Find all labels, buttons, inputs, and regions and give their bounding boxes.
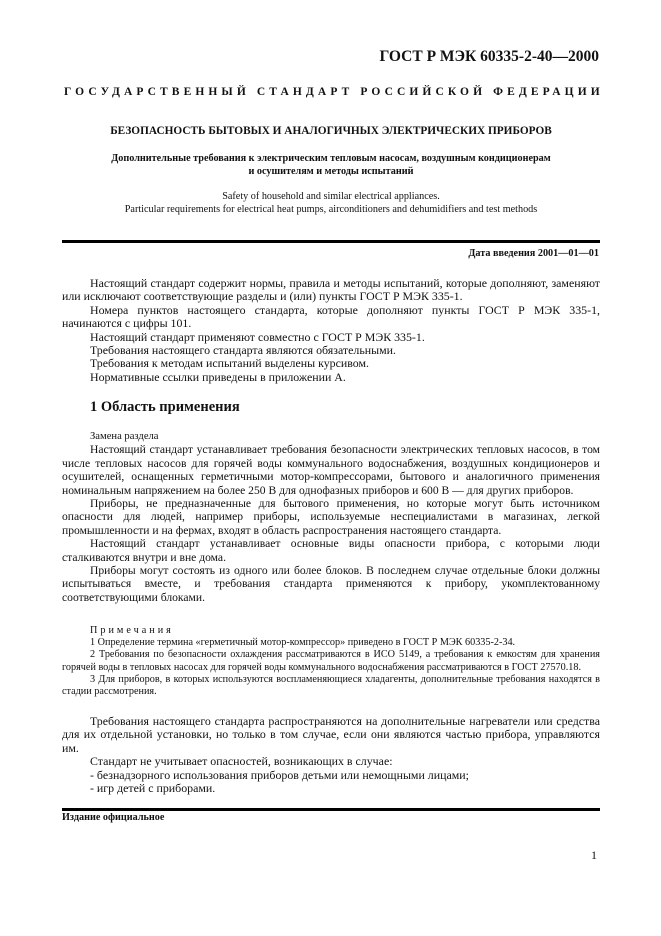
paragraph: Настоящий стандарт устанавливает требования безопасности электрических тепловых насосов, в том числе тепловых насосов для горячей воды коммунального водоснабжения, воздушных кондиционеров и осушителей, оснащенных герметичными мотор-компрессорами, бытового и аналогичного применения номинальным напряжением на более 250 В для однофазных приборов и 600 В — для других приборов. — [62, 443, 600, 497]
paragraph: Нормативные ссылки приведены в приложении А. — [90, 369, 346, 384]
paragraph: Настоящий стандарт содержит нормы, правила и методы испытаний, которые дополняют, заменяют или исключают соответствующие разделы и (или) пункты ГОСТ Р МЭК 335-1. — [62, 276, 600, 304]
paragraph: Номера пунктов настоящего стандарта, которые дополняют пункты ГОСТ Р МЭК 335-1, начинаются с цифры 101. — [62, 302, 600, 331]
english-title-line: Safety of household and similar electrical appliances. — [222, 191, 440, 202]
edition-label: Издание официальное — [62, 812, 165, 823]
note: 1 Определение термина «герметичный мотор-компрессор» приведено в ГОСТ Р МЭК 60335-2-34. — [90, 637, 516, 649]
paragraph: Стандарт не учитывает опасностей, возникающих в случае: — [90, 754, 393, 769]
paragraph: Замена раздела — [90, 431, 159, 442]
paragraph: Требования настоящего стандарта являются обязательными. — [90, 343, 396, 358]
intro-text — [62, 277, 600, 384]
subtitle-line: и осушителям и методы испытаний — [248, 166, 414, 177]
standard-number: ГОСТ Р МЭК 60335-2-40—2000 — [379, 48, 599, 65]
english-title-line: Particular requirements for electrical heat pumps, airconditioners and dehumidifiers and test methods — [124, 203, 538, 215]
paragraph: Требования к методам испытаний выделены курсивом. — [90, 356, 369, 371]
header-divider — [62, 240, 600, 243]
section-heading: 1 Область применения — [90, 399, 240, 415]
note: 3 Для приборов, в которых используются воспламеняющиеся хладагенты, дополнительные требования находятся в стадии рассмотрения. — [62, 673, 600, 698]
document-title: БЕЗОПАСНОСТЬ БЫТОВЫХ И АНАЛОГИЧНЫХ ЭЛЕКТРИЧЕСКИХ ПРИБОРОВ — [110, 125, 552, 137]
subtitle-line: Дополнительные требования к электрическим тепловым насосам, воздушным кондиционерам — [111, 153, 551, 164]
effective-date: Дата введения 2001—01—01 — [468, 248, 599, 259]
paragraph: Настоящий стандарт применяют совместно с ГОСТ Р МЭК 335-1. — [90, 329, 425, 344]
note: 2 Требования по безопасности охлаждения рассматриваются в ИСО 5149, а требования к емкостям для хранения горячей воды в тепловых насосах для горячей воды коммунального водоснабжения рассматриваются в ГОСТ 27570.18. — [62, 649, 600, 673]
paragraph: Приборы могут состоять из одного или более блоков. В последнем случае отдельные блоки должны испытываться вместе, и требования стандарта применяются к прибору, укомплектованному соответствующими блоками. — [62, 564, 600, 604]
list-item: - безнадзорного использования приборов детьми или немощными лицами; — [90, 767, 469, 782]
notes-title: Примечания — [90, 625, 174, 636]
paragraph: Требования настоящего стандарта распространяются на дополнительные нагреватели или средства для их отдельной установки, но только в том случае, если они являются частью прибора, управляются им. — [62, 714, 600, 755]
english-title — [62, 191, 600, 216]
page-number: 1 — [591, 848, 597, 862]
document-subtitle — [62, 152, 600, 178]
section-body — [62, 430, 600, 604]
paragraph: Приборы, не предназначенные для бытового применения, но которые могут быть источником опасности для людей, например приборы, используемые неспециалистами в магазинах, легкой промышленности и на фермах, входят в область распространения настоящего стандарта. — [62, 497, 600, 537]
list-item: - игр детей с приборами. — [90, 781, 216, 796]
federation-line: ГОСУДАРСТВЕННЫЙ СТАНДАРТ РОССИЙСКОЙ ФЕДЕРАЦИИ — [64, 86, 604, 98]
after-notes — [62, 715, 600, 795]
footer-divider — [62, 808, 600, 811]
notes — [62, 625, 600, 698]
paragraph: Настоящий стандарт устанавливает основные виды опасности прибора, с которыми люди сталкиваются внутри и вне дома. — [62, 537, 600, 564]
